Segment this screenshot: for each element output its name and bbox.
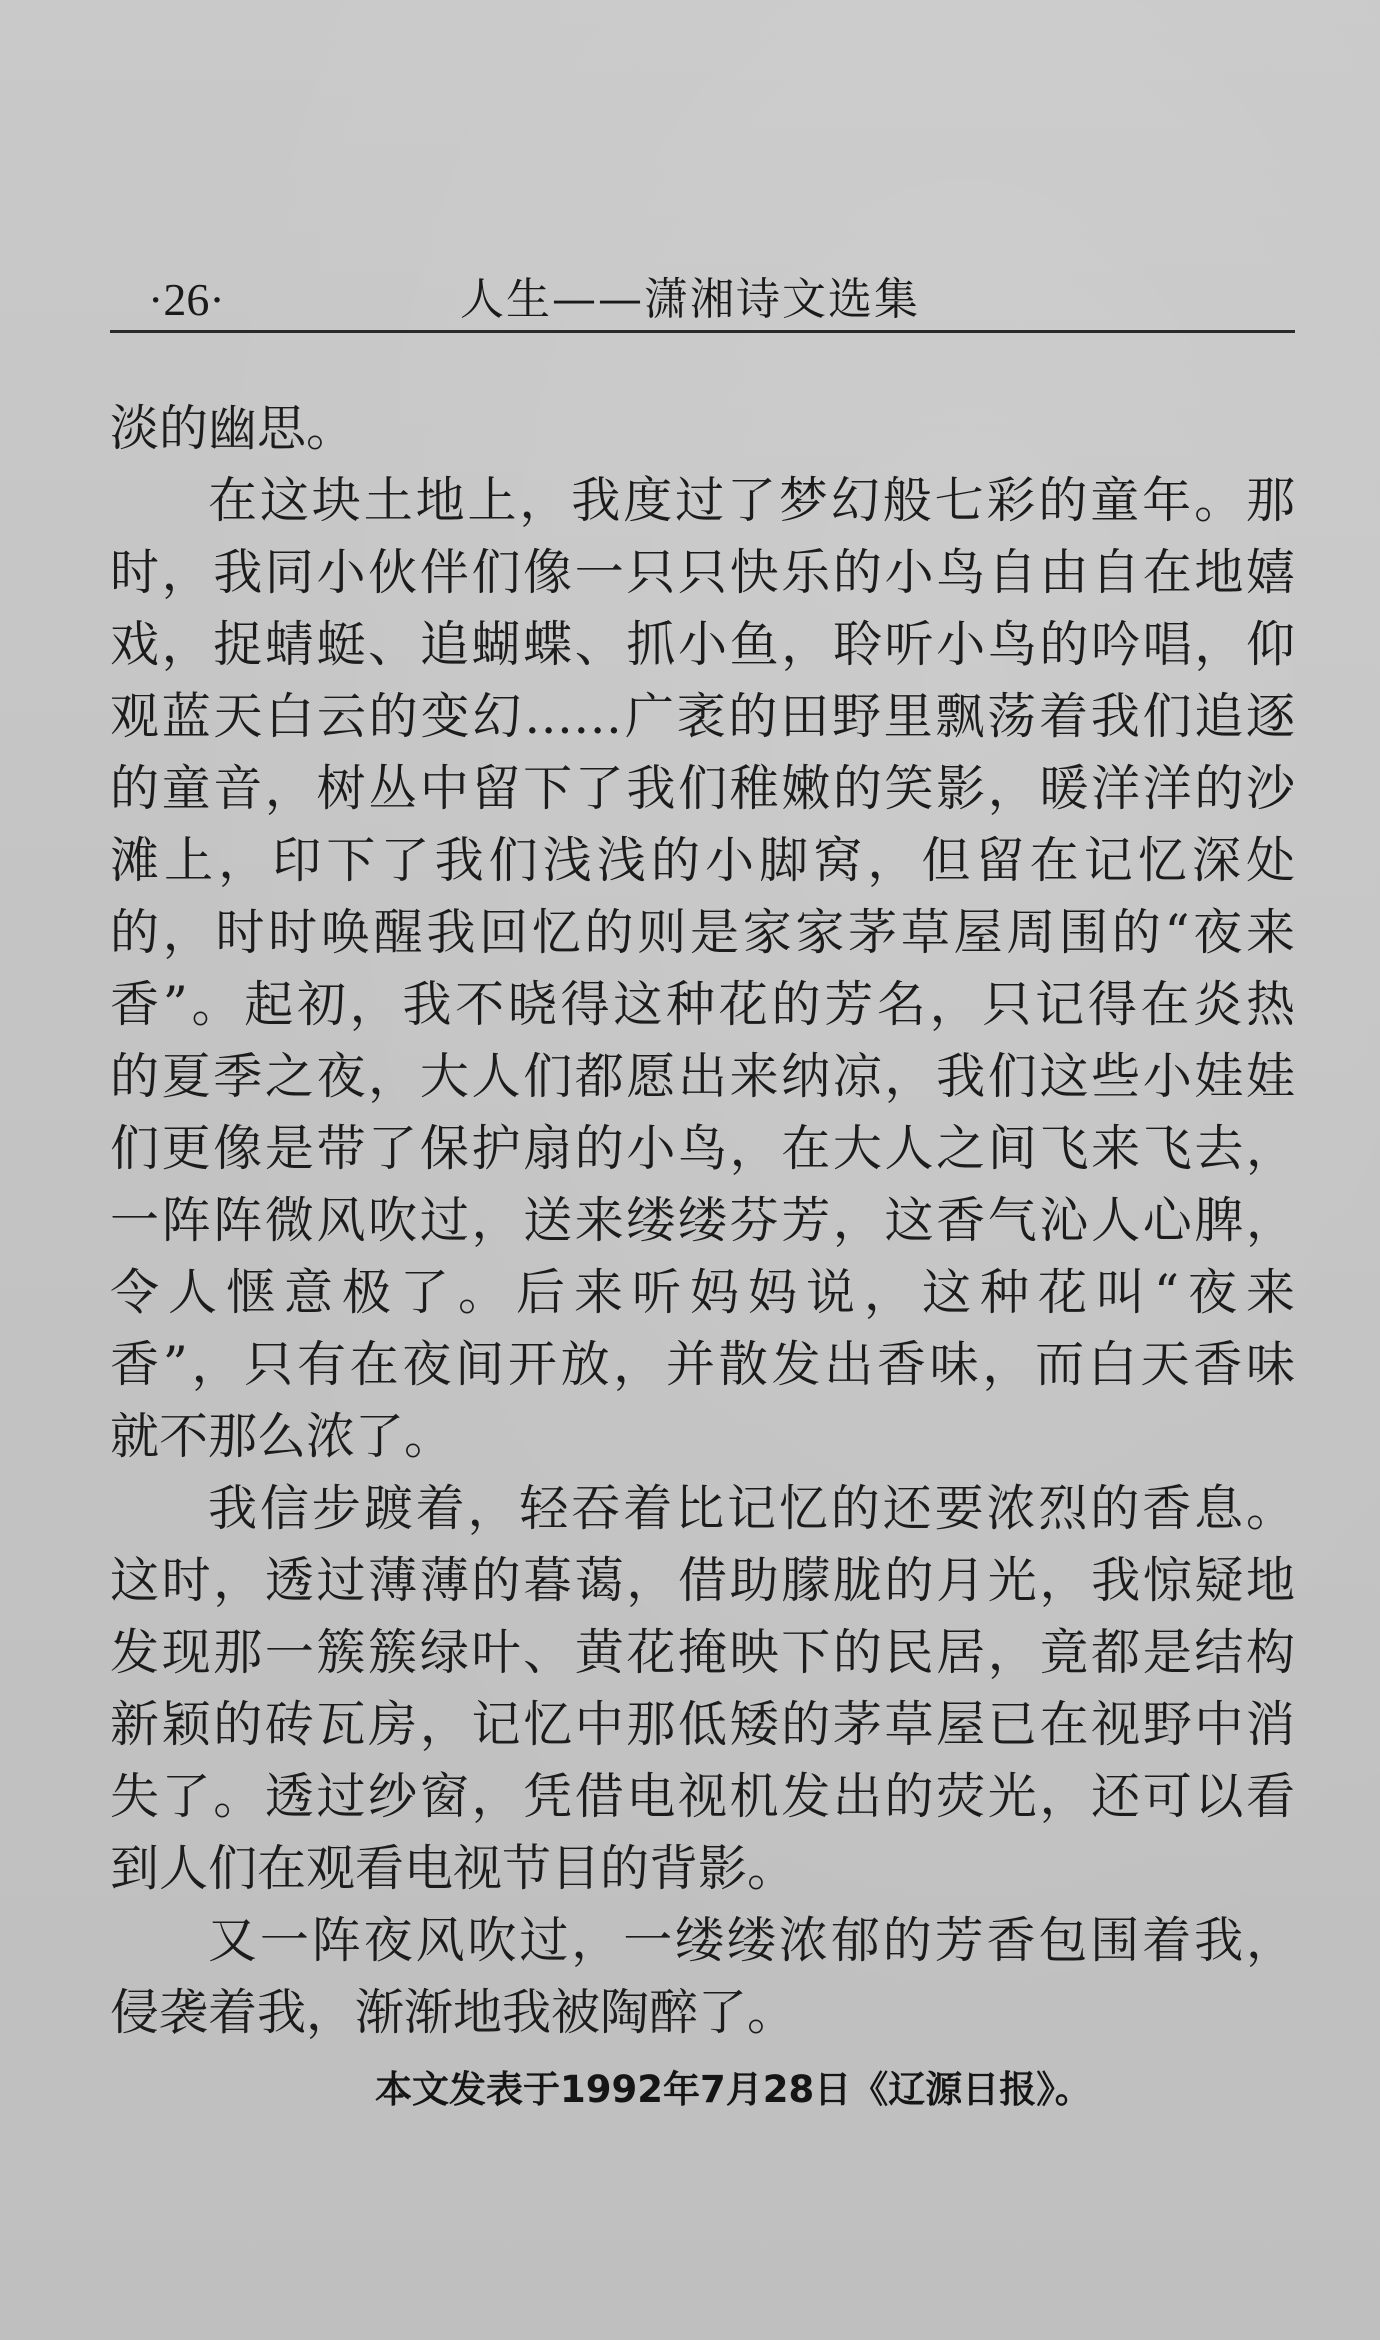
text-line: 淡的幽思。 <box>110 400 356 457</box>
header-rule <box>110 330 1295 333</box>
text-line: 就不那么浓了。 <box>110 1408 454 1465</box>
text-line: 香”，只有在夜间开放，并散发出香味，而白天香味 <box>110 1336 1295 1393</box>
text-line: 戏，捉蜻蜓、追蝴蝶、抓小鱼，聆听小鸟的吟唱，仰 <box>110 616 1295 673</box>
text-line: 一阵阵微风吹过，送来缕缕芬芳，这香气沁人心脾， <box>110 1192 1295 1249</box>
text-line: 又一阵夜风吹过，一缕缕浓郁的芳香包围着我， <box>208 1912 1295 1969</box>
text-line: 的童音，树丛中留下了我们稚嫩的笑影，暖洋洋的沙 <box>110 760 1295 817</box>
text-line: 时，我同小伙伴们像一只只快乐的小鸟自由自在地嬉 <box>110 544 1295 601</box>
text-line: 我信步踱着，轻吞着比记忆的还要浓烈的香息。 <box>208 1480 1295 1537</box>
publication-note: 本文发表于1992年7月28日《辽源日报》。 <box>375 2068 1092 2111</box>
text-line: 这时，透过薄薄的暮蔼，借助朦胧的月光，我惊疑地 <box>110 1552 1295 1609</box>
page-number: ·26· <box>148 274 225 325</box>
running-head <box>110 270 1295 330</box>
text-line: 令人惬意极了。后来听妈妈说，这种花叫“夜来 <box>110 1264 1295 1321</box>
book-title: 人生——潇湘诗文选集 <box>460 274 920 325</box>
text-line: 发现那一簇簇绿叶、黄花掩映下的民居，竟都是结构 <box>110 1624 1295 1681</box>
text-line: 观蓝天白云的变幻……广袤的田野里飘荡着我们追逐 <box>110 688 1295 745</box>
text-line: 失了。透过纱窗，凭借电视机发出的荧光，还可以看 <box>110 1768 1295 1825</box>
text-line: 侵袭着我，渐渐地我被陶醉了。 <box>110 1984 797 2041</box>
text-line: 的夏季之夜，大人们都愿出来纳凉，我们这些小娃娃 <box>110 1048 1295 1105</box>
text-line: 新颖的砖瓦房，记忆中那低矮的茅草屋已在视野中消 <box>110 1696 1295 1753</box>
text-line: 滩上，印下了我们浅浅的小脚窝，但留在记忆深处 <box>110 832 1295 889</box>
text-line: 在这块土地上，我度过了梦幻般七彩的童年。那 <box>208 472 1295 529</box>
body-text <box>110 393 1295 2049</box>
text-line: 香”。起初，我不晓得这种花的芳名，只记得在炎热 <box>110 976 1295 1033</box>
text-line: 的，时时唤醒我回忆的则是家家茅草屋周围的“夜来 <box>110 904 1295 961</box>
text-line: 们更像是带了保护扇的小鸟，在大人之间飞来飞去， <box>110 1120 1295 1177</box>
text-line: 到人们在观看电视节目的背影。 <box>110 1840 797 1897</box>
